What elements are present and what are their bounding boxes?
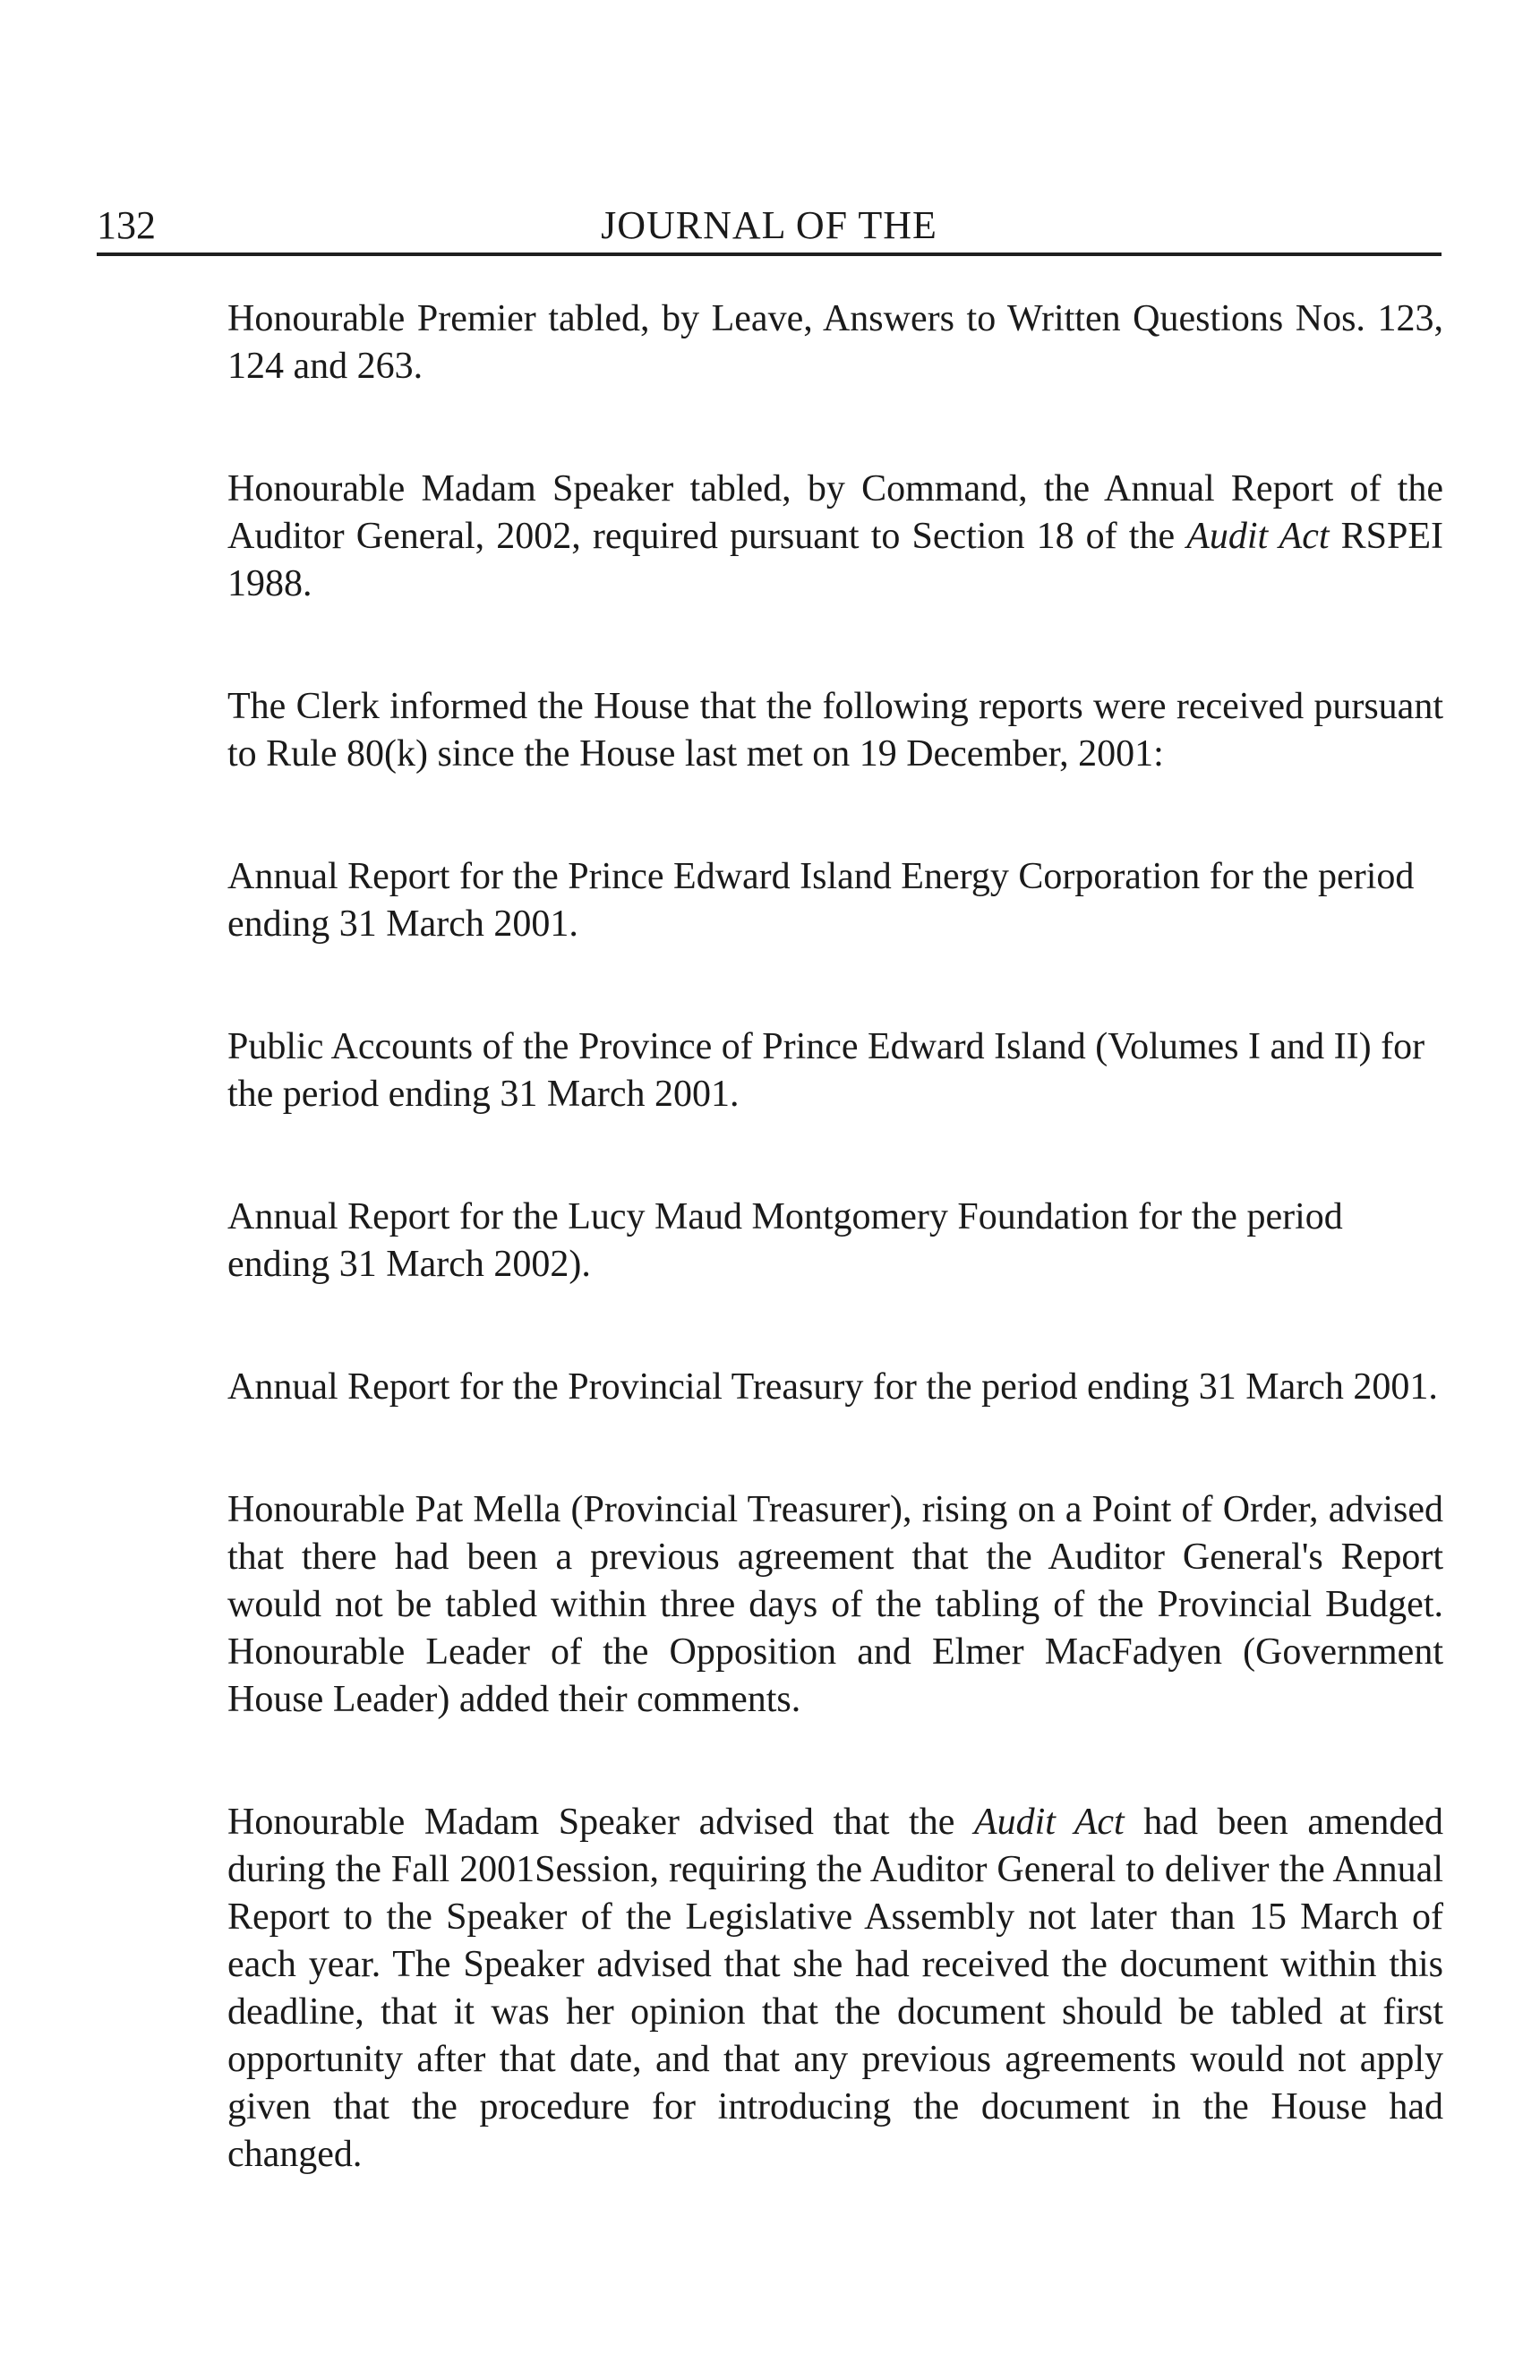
report-item-provincial-treasury: Annual Report for the Provincial Treasury for the period ending 31 March 2001. xyxy=(227,1366,1438,1408)
running-head: JOURNAL OF THE xyxy=(601,203,937,247)
paragraph-text: Honourable Madam Speaker advised that the xyxy=(227,1802,974,1843)
report-item-energy-corporation: Annual Report for the Prince Edward Island Energy Corporation for the period ending 31 March 2001. xyxy=(227,856,1415,945)
page-header xyxy=(97,199,1442,256)
act-title: Audit Act xyxy=(973,1802,1125,1843)
paragraph-text: Honourable Madam Speaker tabled, by Command, the Annual Report of the Auditor General, 2002, required pursuant to Section 18 of the xyxy=(227,468,1443,557)
paragraph-text: had been amended during the Fall 2001Session, requiring the Auditor General to deliver the Annual Report to the Speaker of the Legislative Assembly not later than 15 March of each year. The Speaker advised that she had received the document within this deadline, that it was her opinion that the document should be tabled at first opportunity after that date, and that any previous agreements would not apply given that the procedure for introducing the document in the House had changed. xyxy=(227,1802,1443,2175)
paragraph-speaker-ruling xyxy=(227,1799,1443,2179)
report-item-montgomery-foundation: Annual Report for the Lucy Maud Montgomery Foundation for the period ending 31 March 2002). xyxy=(227,1196,1343,1285)
report-item-public-accounts: Public Accounts of the Province of Prince Edward Island (Volumes I and II) for the period ending 31 March 2001. xyxy=(227,1026,1425,1115)
act-title: Audit Act xyxy=(1186,516,1330,557)
page-number: 132 xyxy=(97,203,156,247)
paragraph-clerk-informed: The Clerk informed the House that the following reports were received pursuant to Rule 80(k) since the House last met on 19 December, 2001: xyxy=(227,686,1443,775)
journal-body xyxy=(227,295,1443,2254)
paragraph-speaker-tabled-report xyxy=(227,466,1443,608)
paragraph-text: RSPEI 1988. xyxy=(227,516,1443,604)
paragraph-point-of-order: Honourable Pat Mella (Provincial Treasurer), rising on a Point of Order, advised that there had been a previous agreement that the Auditor General's Report would not be tabled within three days of the tabling of the Provincial Budget. Honourable Leader of the Opposition and Elmer MacFadyen (Government House Leader) added their comments. xyxy=(227,1489,1443,1720)
paragraph-premier-tabled: Honourable Premier tabled, by Leave, Answers to Written Questions Nos. 123, 124 and 263. xyxy=(227,298,1443,387)
